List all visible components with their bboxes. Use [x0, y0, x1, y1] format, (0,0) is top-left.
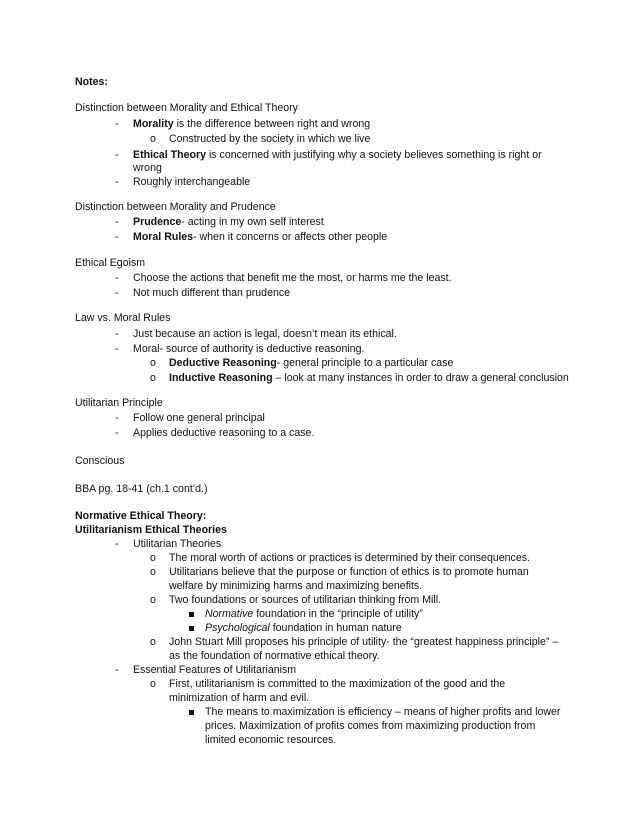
section-heading-law-moral-rules: Law vs. Moral Rules	[75, 312, 171, 324]
notes-heading: Notes:	[75, 76, 108, 88]
list-item-choose-actions: Choose the actions that benefit me the most, or harms me the least.	[133, 272, 452, 284]
section-heading-morality-ethical-theory: Distinction between Morality and Ethical Theory	[75, 102, 298, 114]
conscious-line: Conscious	[75, 455, 125, 467]
item-text: foundation in the “principle of utility”	[253, 608, 423, 620]
dash-bullet: -	[115, 664, 119, 676]
dash-bullet: -	[115, 328, 119, 340]
circle-bullet: o	[150, 372, 156, 384]
dash-bullet: -	[115, 427, 119, 439]
circle-bullet: o	[150, 552, 156, 564]
dash-bullet: -	[115, 231, 119, 243]
term-inductive-reasoning: Inductive Reasoning	[169, 372, 273, 384]
list-item-utilitarian-theories: Utilitarian Theories	[133, 538, 222, 550]
sub-sub-item-means-to-maximization: The means to maximization is efficiency – means of higher profits and lower	[205, 706, 561, 718]
dash-bullet: -	[115, 216, 119, 228]
dash-bullet: -	[115, 343, 119, 355]
sub-sub-item-means-to-maximization-cont2: limited economic resources.	[205, 734, 337, 746]
sub-item-first-utilitarianism: First, utilitarianism is committed to the maximization of the good and the	[169, 678, 506, 690]
circle-bullet: o	[150, 566, 156, 578]
section-heading-morality-prudence: Distinction between Morality and Prudence	[75, 201, 276, 213]
dash-bullet: -	[115, 538, 119, 550]
circle-bullet: o	[150, 357, 156, 369]
term-deductive-reasoning: Deductive Reasoning	[169, 357, 277, 369]
term-psychological: Psychological	[205, 622, 270, 634]
sub-item-john-stuart-mill: John Stuart Mill proposes his principle of utility- the “greatest happiness principle” –	[169, 636, 559, 648]
square-bullet-icon	[189, 626, 194, 631]
list-item-not-much-different: Not much different than prudence	[133, 287, 291, 299]
circle-bullet: o	[150, 636, 156, 648]
sub-item-deductive	[169, 358, 453, 369]
item-text: - when it concerns or affects other people	[193, 231, 388, 243]
dash-bullet: -	[115, 272, 119, 284]
section-heading-utilitarianism: Utilitarianism Ethical Theories	[75, 524, 227, 536]
circle-bullet: o	[150, 594, 156, 606]
circle-bullet: o	[150, 678, 156, 690]
square-bullet-icon	[189, 710, 194, 715]
sub-item-first-utilitarianism-cont: minimization of harm and evil.	[169, 692, 310, 704]
sub-item-john-stuart-mill-cont: as the foundation of normative ethical theory.	[169, 650, 380, 662]
dash-bullet: -	[115, 176, 119, 188]
section-heading-normative: Normative Ethical Theory:	[75, 510, 207, 522]
item-text: is concerned with justifying why a society believes something is right or	[206, 149, 542, 161]
sub-item-utilitarians-believe: Utilitarians believe that the purpose or function of ethics is to promote human	[169, 566, 529, 578]
list-item-moral-source: Moral- source of authority is deductive reasoning.	[133, 343, 365, 355]
section-heading-utilitarian-principle: Utilitarian Principle	[75, 397, 163, 409]
circle-bullet: o	[150, 133, 156, 145]
list-item-applies-deductive: Applies deductive reasoning to a case.	[133, 427, 315, 439]
item-text: - acting in my own self interest	[181, 216, 324, 228]
sub-sub-item-psychological	[205, 623, 402, 634]
sub-item-two-foundations: Two foundations or sources of utilitarian thinking from Mill.	[169, 594, 442, 606]
list-item-legal: Just because an action is legal, doesn’t mean its ethical.	[133, 328, 397, 340]
item-text: is the difference between right and wrong	[173, 118, 371, 130]
dash-bullet: -	[115, 118, 119, 130]
term-moral-rules: Moral Rules	[133, 231, 194, 243]
bba-reference: BBA pg. 18-41 (ch.1 cont’d.)	[75, 483, 208, 495]
list-item-ethical-theory-cont: wrong	[133, 162, 162, 174]
list-item-follow-principal: Follow one general principal	[133, 412, 265, 424]
sub-item-inductive	[169, 373, 569, 384]
item-text: foundation in human nature	[269, 622, 402, 634]
sub-item-constructed: Constructed by the society in which we live	[169, 133, 371, 145]
list-item-prudence	[133, 217, 324, 228]
square-bullet-icon	[189, 612, 194, 617]
dash-bullet: -	[115, 287, 119, 299]
sub-sub-item-normative	[205, 609, 423, 620]
term-normative: Normative	[205, 608, 254, 620]
item-text: – look at many instances in order to draw a general conclusion	[272, 372, 569, 384]
term-ethical-theory: Ethical Theory	[133, 149, 206, 161]
list-item-interchangeable: Roughly interchangeable	[133, 176, 251, 188]
sub-item-utilitarians-believe-cont: welfare by minimizing harms and maximizing benefits.	[169, 580, 423, 592]
list-item-essential-features: Essential Features of Utilitarianism	[133, 664, 297, 676]
term-morality: Morality	[133, 118, 174, 130]
dash-bullet: -	[115, 412, 119, 424]
sub-sub-item-means-to-maximization-cont1: prices. Maximization of profits comes from maximizing production from	[205, 720, 536, 732]
dash-bullet: -	[115, 149, 119, 161]
term-prudence: Prudence	[133, 216, 182, 228]
item-text: - general principle to a particular case	[276, 357, 454, 369]
sub-item-moral-worth: The moral worth of actions or practices is determined by their consequences.	[169, 552, 530, 564]
list-item-ethical-theory	[133, 150, 542, 161]
section-heading-ethical-egoism: Ethical Egoism	[75, 257, 146, 269]
list-item-moral-rules	[133, 232, 387, 243]
list-item-morality	[133, 119, 370, 130]
